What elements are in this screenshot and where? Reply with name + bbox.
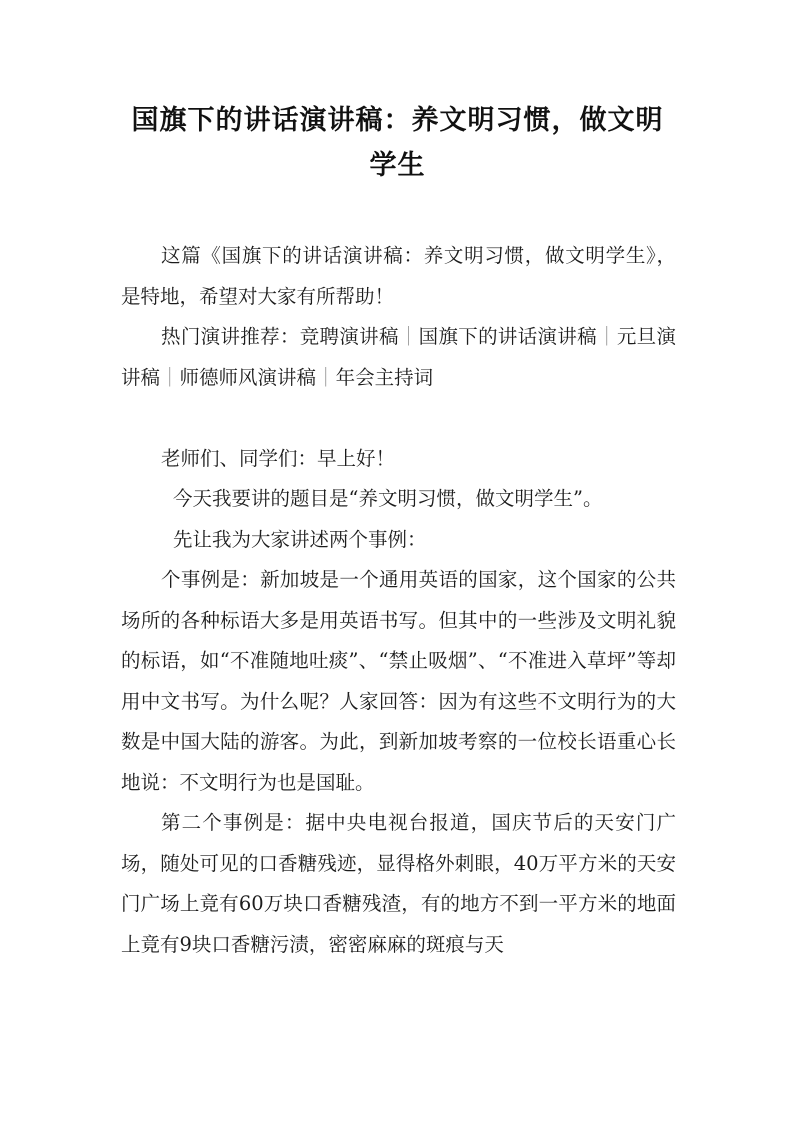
recommend-separator: ｜: [316, 365, 336, 389]
recommend-link-2[interactable]: 国旗下的讲话演讲稿: [418, 325, 597, 348]
recommend-label: 热门演讲推荐：: [161, 325, 300, 348]
greeting-paragraph: 老师们、同学们：早上好！: [161, 446, 396, 470]
recommend-link-4[interactable]: 师德师风演讲稿: [179, 365, 317, 389]
topic-paragraph: 今天我要讲的题目是“养文明习惯，做文明学生”。: [173, 487, 603, 510]
second-example-paragraph: 第二个事例是：据中央电视台报道，国庆节后的天安门广场，随处可见的口香糖残迹，显得格外刺眼，40万平方米的天安门广场上竟有60万块口香糖残渣，有的地方不到一平方米的地面上竟有9块口香糖污渍，密密麻麻的斑痕与天: [121, 811, 676, 956]
lead-in-paragraph: 先让我为大家讲述两个事例：: [173, 527, 427, 551]
first-example-paragraph: 个事例是：新加坡是一个通用英语的国家，这个国家的公共场所的各种标语大多是用英语书写。但其中的一些涉及文明礼貌的标语，如“不准随地吐痰”、“禁止吸烟”、“不准进入草坪”等却用中文书写。为什么呢？人家回答：因为有这些不文明行为的大数是中国大陆的游客。为此，到新加坡考察的一位校长语重心长地说：不文明行为也是国耻。: [121, 568, 676, 794]
recommend-separator: ｜: [160, 365, 180, 389]
recommend-link-1[interactable]: 竞聘演讲稿: [299, 325, 399, 348]
intro-paragraph: 这篇《国旗下的讲话演讲稿：养文明习惯，做文明学生》，是特地，希望对大家有所帮助！: [121, 244, 676, 308]
document-title: 国旗下的讲话演讲稿：养文明习惯，做文明学生: [131, 105, 664, 181]
recommend-link-5[interactable]: 年会主持词: [335, 365, 434, 389]
blank-line: [121, 398, 676, 439]
document-body: [121, 236, 676, 965]
recommend-separator: ｜: [597, 325, 617, 348]
recommend-separator: ｜: [398, 325, 419, 348]
recommend-link-3[interactable]: 元旦演讲稿: [121, 325, 676, 389]
recommend-paragraph: [121, 317, 676, 398]
